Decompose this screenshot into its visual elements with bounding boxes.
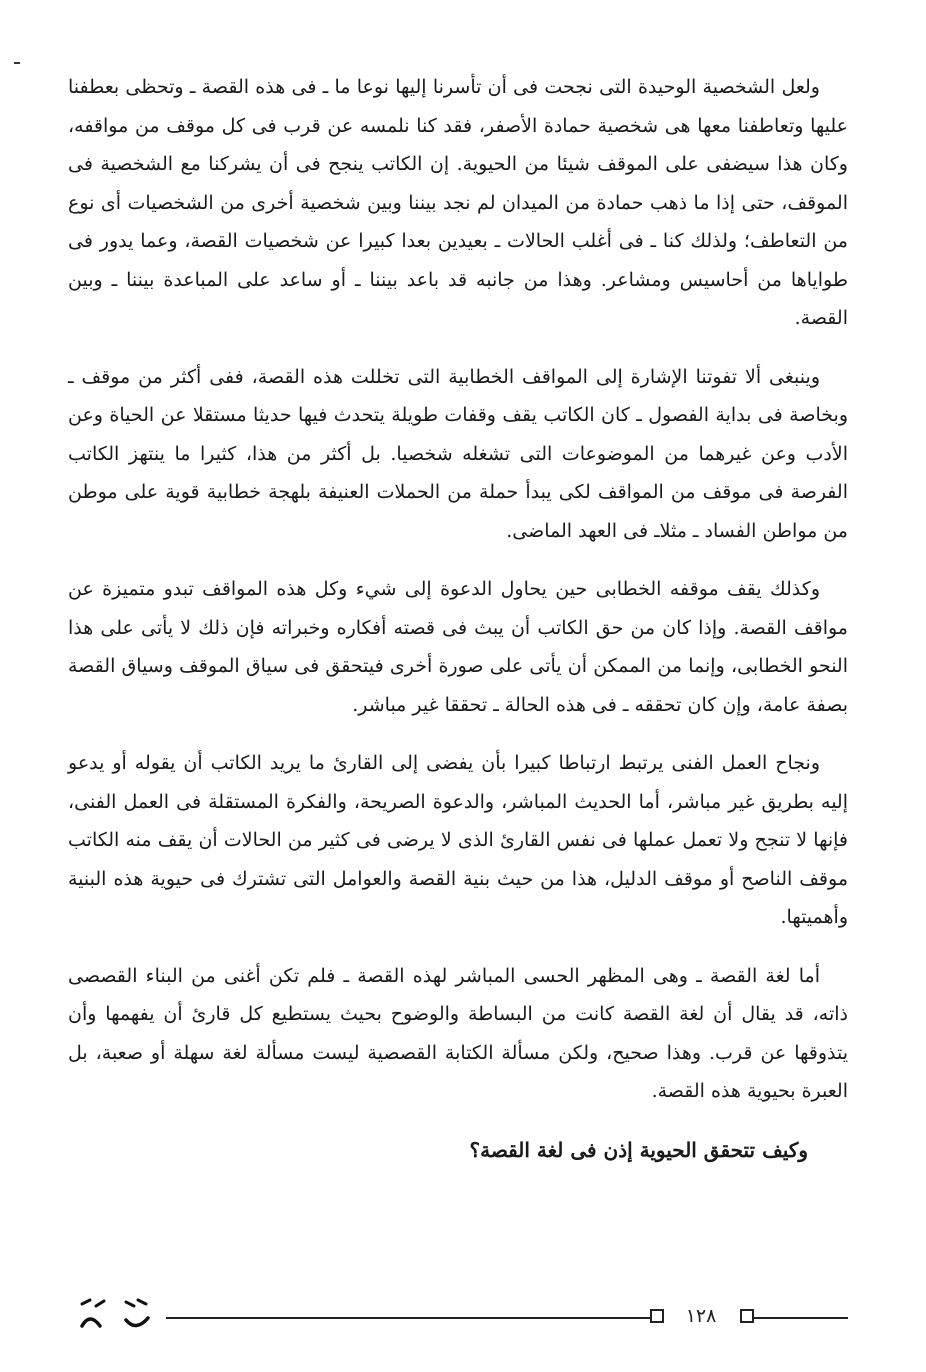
page-number: ١٢٨ <box>685 1305 717 1327</box>
paragraph-2: وينبغى ألا تفوتنا الإشارة إلى المواقف الخطابية التى تخللت هذه القصة، ففى أكثر من موقف ـ وبخاصة فى بداية الفصول ـ كان الكاتب يقف وقفات طويلة يتحدث فيها حديثا مستقلا عن الحياة وعن الأدب وعن غيرهما من الموضوعات التى تشغله شخصيا. بل أكثر من هذا، كثيرا ما ينتهز الكاتب الفرصة فى موقف من المواقف لكى يبدأ حملة من الحملات العنيفة بلهجة خطابية قوية على موطن من مواطن الفساد ـ مثلاـ فى العهد الماضى. <box>68 365 848 542</box>
footer-box-right <box>740 1309 754 1323</box>
page-footer <box>166 1306 848 1330</box>
paragraph-3: وكذلك يقف موقفه الخطابى حين يحاول الدعوة إلى شيء وكل هذه المواقف تبدو متميزة عن مواقف القصة. وإذا كان من حق الكاتب أن يبث فى قصته أفكاره وخبراته فإن ذلك لا يأتى على هذا النحو الخطابى، وإنما من الممكن أن يأتى على صورة أخرى فيتحقق فى سياق الموقف وسياق القصة بصفة عامة، وإن كان تحققه ـ فى هذه الحالة ـ تحققا غير مباشر. <box>68 578 848 716</box>
footer-rule-left <box>166 1317 650 1319</box>
paragraph-5: أما لغة القصة ـ وهى المظهر الحسى المباشر لهذه القصة ـ فلم تكن أغنى من البناء القصصى ذاته، قد يقال أن لغة القصة كانت من البساطة والوضوح بحيث يستطيع كل قارئ أن يفهمها وأن يتذوقها عن قرب. وهذا صحيح، ولكن مسألة الكتابة القصصية ليست مسألة لغة سهلة أو صعبة، بل العبرة بحيوية هذه القصة. <box>68 964 848 1102</box>
paragraph-1: ولعل الشخصية الوحيدة التى نجحت فى أن تأسرنا إليها نوعا ما ـ فى هذه القصة ـ وتحظى بعطفنا عليها وتعاطفنا معها هى شخصية حمادة الأصفر، فقد كنا نلمسه عن قرب فى كل موقف من مواقفه، وكان هذا سيضفى على الموقف شيئا من الحيوية. إن الكاتب ينجح فى أن يشركنا مع الشخصية فى الموقف، حتى إذا ما ذهب حمادة من الميدان لم نجد بيننا وبين شخصية أخرى من الشخصيات أى نوع من التعاطف؛ ولذلك كنا ـ فى أغلب الحالات ـ بعيدين بعدا كبيرا عن شخصيات القصة، وعما يدور فى طواياها من أحاسيس ومشاعر. وهذا من جانبه قد باعد بيننا ـ أو ساعد على المباعدة بيننا ـ وبين القصة. <box>68 76 848 329</box>
ornament-icon <box>78 1296 154 1336</box>
page-body <box>68 68 848 1169</box>
closing-question: وكيف تتحقق الحيوية إذن فى لغة القصة؟ <box>469 1137 808 1162</box>
footer-rule-right <box>754 1317 848 1319</box>
footer-box-left <box>650 1309 664 1323</box>
paragraph-4: ونجاح العمل الفنى يرتبط ارتباطا كبيرا بأن يفضى إلى القارئ ما يريد الكاتب أن يقوله أو يدعو إليه بطريق غير مباشر، أما الحديث المباشر، والدعوة الصريحة، والفكرة المستقلة فى العمل الفنى، فإنها لا تنجح ولا تعمل عملها فى نفس القارئ الذى لا يرضى فى كثير من الحالات أن يقف منه الكاتب موقف الناصح أو موقف الدليل، هذا من حيث بنية القصة والعوامل التى تشترك فى حيوية هذه البنية وأهميتها. <box>68 752 848 928</box>
corner-mark <box>14 62 20 64</box>
